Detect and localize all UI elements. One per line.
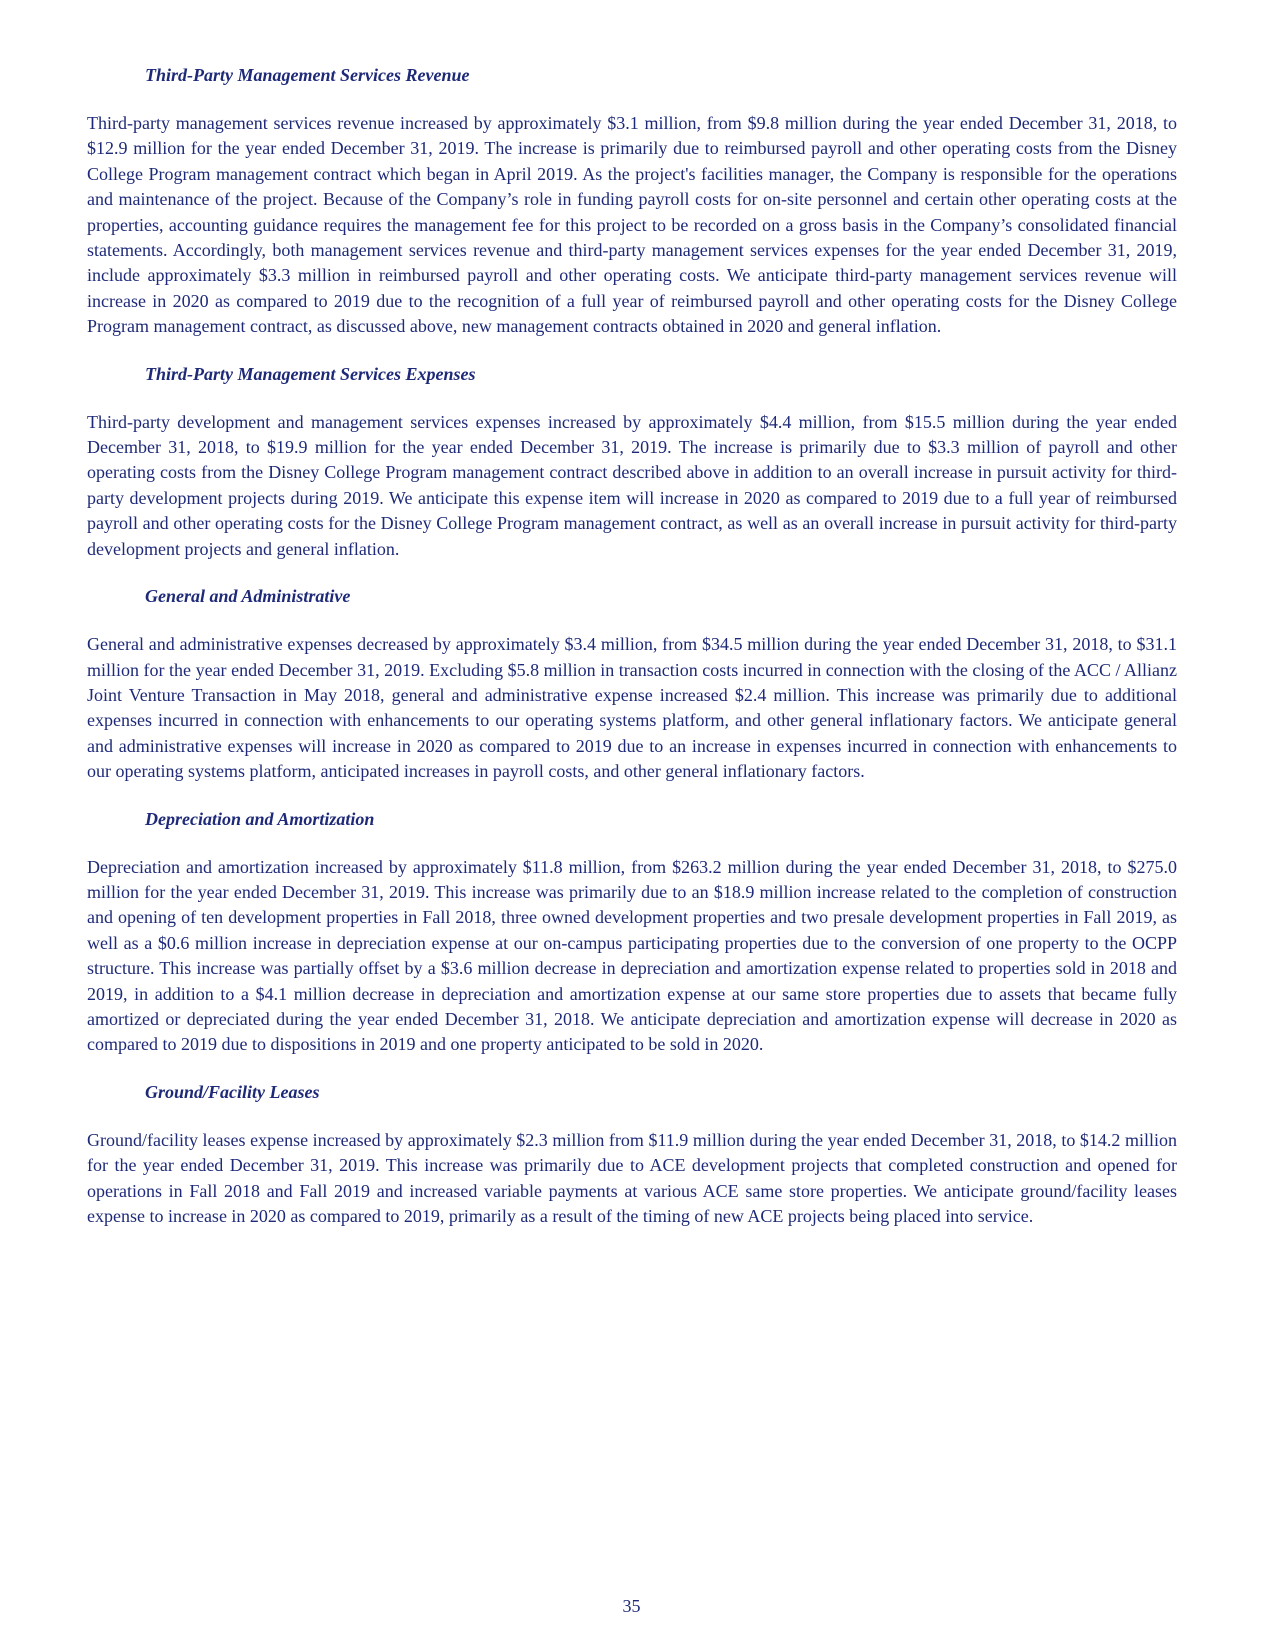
section-general-administrative: [87, 584, 1177, 784]
section-paragraph: Depreciation and amortization increased by approximately $11.8 million, from $263.2 million during the year ended December 31, 2018, to $275.0 million for the year ended December 31, 2019. This increase was primarily due to an $18.9 million increase related to the completion of construction and opening of ten development properties in Fall 2018, three owned development properties and two presale development properties in Fall 2019, as well as a $0.6 million increase in depreciation expense at our on-campus participating properties due to the conversion of one property to the OCPP structure. This increase was partially offset by a $3.6 million decrease in depreciation and amortization expense related to properties sold in 2018 and 2019, in addition to a $4.1 million decrease in depreciation and amortization expense at our same store properties due to assets that became fully amortized or depreciated during the year ended December 31, 2018. We anticipate depreciation and amortization expense will decrease in 2020 as compared to 2019 due to dispositions in 2019 and one property anticipated to be sold in 2020.: [87, 856, 1177, 1055]
section-heading: Ground/Facility Leases: [145, 1081, 320, 1102]
section-third-party-revenue: [87, 63, 1177, 340]
section-paragraph: General and administrative expenses decreased by approximately $3.4 million, from $34.5 million during the year ended December 31, 2018, to $31.1 million for the year ended December 31, 2019. Excluding $5.8 million in transaction costs incurred in connection with the closing of the ACC / Allianz Joint Venture Transaction in May 2018, general and administrative expense increased $2.4 million. This increase was primarily due to additional expenses incurred in connection with enhancements to our operating systems platform, and other general inflationary factors. We anticipate general and administrative expenses will increase in 2020 as compared to 2019 due to an increase in expenses incurred in connection with enhancements to our operating systems platform, anticipated increases in payroll costs, and other general inflationary factors.: [87, 634, 1177, 782]
section-third-party-expenses: [87, 362, 1177, 562]
section-paragraph: Third-party management services revenue increased by approximately $3.1 million, from $9.8 million during the year ended December 31, 2018, to $12.9 million for the year ended December 31, 2019. The increase is primarily due to reimbursed payroll and other operating costs from the Disney College Program management contract which began in April 2019. As the project's facilities manager, the Company is responsible for the operations and maintenance of the project. Because of the Company’s role in funding payroll costs for on-site personnel and certain other operating costs at the properties, accounting guidance requires the management fee for this project to be recorded on a gross basis in the Company’s consolidated financial statements. Accordingly, both management services revenue and third-party management services expenses for the year ended December 31, 2019, include approximately $3.3 million in reimbursed payroll and other operating costs. We anticipate third-party management services revenue will increase in 2020 as compared to 2019 due to the recognition of a full year of reimbursed payroll and other operating costs for the Disney College Program management contract, as discussed above, new management contracts obtained in 2020 and general inflation.: [87, 113, 1177, 337]
section-heading: General and Administrative: [145, 586, 351, 607]
section-depreciation-amortization: [87, 807, 1177, 1058]
section-heading: Third-Party Management Services Revenue: [145, 65, 470, 85]
section-paragraph: Ground/facility leases expense increased by approximately $2.3 million from $11.9 million during the year ended December 31, 2018, to $14.2 million for the year ended December 31, 2019. This increase was primarily due to ACE development projects that completed construction and opened for operations in Fall 2018 and Fall 2019 and increased variable payments at various ACE same store properties. We anticipate ground/facility leases expense to increase in 2020 as compared to 2019, primarily as a result of the timing of new ACE projects being placed into service.: [87, 1129, 1177, 1226]
page-number: 35: [622, 1596, 641, 1616]
section-heading: Third-Party Management Services Expenses: [145, 363, 476, 384]
document-page: [87, 63, 1177, 1251]
section-heading: Depreciation and Amortization: [145, 808, 375, 829]
section-paragraph: Third-party development and management services expenses increased by approximately $4.4 million, from $15.5 million during the year ended December 31, 2018, to $19.9 million for the year ended December 31, 2019. The increase is primarily due to $3.3 million of payroll and other operating costs from the Disney College Program management contract described above in addition to an overall increase in pursuit activity for third-party development projects during 2019. We anticipate this expense item will increase in 2020 as compared to 2019 due to a full year of reimbursed payroll and other operating costs for the Disney College Program management contract, as well as an overall increase in pursuit activity for third-party development projects and general inflation.: [87, 411, 1177, 559]
section-ground-facility-leases: [87, 1080, 1177, 1230]
